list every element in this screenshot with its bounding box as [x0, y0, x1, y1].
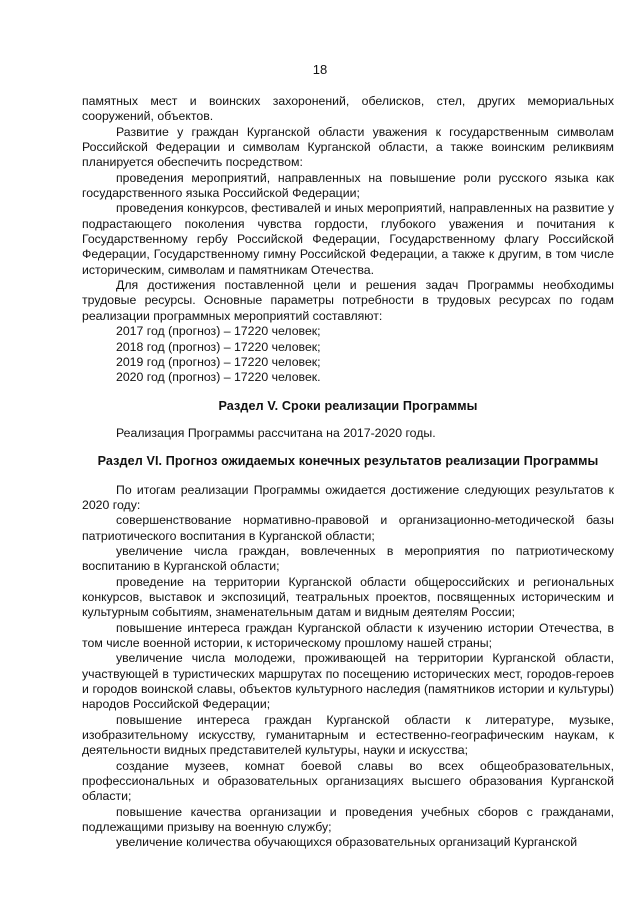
result-item: повышение интереса граждан Курганской области к изучению истории Отечества, в том числе военной истории, к историческому прошлому нашей страны; — [82, 620, 614, 650]
result-item: проведение на территории Курганской области общероссийских и региональных конкурсов, выставок и экспозиций, театральных проектов, посвященных историческим и культурным событиям, знаменательным датам и видным деятелям России; — [82, 574, 614, 620]
section-6-intro: По итогам реализации Программы ожидается достижение следующих результатов к 2020 году: — [82, 482, 614, 512]
result-item-truncated: увеличение количества обучающихся образовательных организаций Курганской — [116, 835, 578, 850]
result-item: повышение качества организации и проведения учебных сборов с гражданами, подлежащими призыву на военную службу; — [82, 804, 614, 835]
forecast-line-2017: 2017 год (прогноз) – 17220 человек; — [116, 324, 321, 339]
result-item: увеличение числа граждан, вовлеченных в мероприятия по патриотическому воспитанию в Курганской области; — [82, 543, 614, 574]
page-number: 18 — [312, 62, 328, 77]
document-body — [82, 94, 614, 851]
section-6-heading: Раздел VI. Прогноз ожидаемых конечных результатов реализации Программы — [97, 454, 599, 469]
paragraph-continuation: памятных мест и воинских захоронений, обелисков, стел, других мемориальных сооружений, объектов. — [82, 94, 614, 124]
section-5-text: Реализация Программы рассчитана на 2017-2020 годы. — [116, 425, 436, 440]
result-item: совершенствование нормативно-правовой и организационно-методической базы патриотического воспитания в Курганской области; — [82, 513, 614, 543]
paragraph-symbols-intro: Развитие у граждан Курганской области уважения к государственным символам Российской Федерации и символам Курганской области, а также воинским реликвиям планируется обеспечить посредством: — [82, 124, 614, 170]
forecast-line-2018: 2018 год (прогноз) – 17220 человек; — [116, 339, 321, 354]
paragraph-labor-resources: Для достижения поставленной цели и решения задач Программы необходимы трудовые ресурсы. Основные параметры потребности в трудовых ресурсах по годам реализации программных мероприятий составляют: — [82, 278, 614, 323]
paragraph-contests: проведения конкурсов, фестивалей и иных мероприятий, направленных на развитие у подрастающего поколения чувства гордости, глубокого уважения и почитания к Государственному гербу Российской Федерации, Государственному флагу Российской Федерации, Государственному гимну Российской Федерации, а также к другим, в том числе историческим, символам и памятникам Отечества. — [82, 201, 614, 277]
forecast-line-2019: 2019 год (прогноз) – 17220 человек; — [116, 354, 321, 369]
paragraph-russian-language: проведения мероприятий, направленных на повышение роли русского языка как государственного языка Российской Федерации; — [82, 170, 614, 201]
result-item: увеличение числа молодежи, проживающей на территории Курганской области, участвующей в туристических маршрутах по посещению исторических мест, городов-героев и городов воинской славы, объектов культурного наследия (памятников истории и культуры) народов Российской Федерации; — [82, 651, 614, 712]
section-5-heading: Раздел V. Сроки реализации Программы — [218, 398, 478, 413]
forecast-line-2020: 2020 год (прогноз) – 17220 человек. — [116, 370, 321, 385]
result-item: создание музеев, комнат боевой славы во всех общеобразовательных, профессиональных и образовательных организациях высшего образования Курганской области; — [82, 758, 614, 804]
result-item: повышение интереса граждан Курганской области к литературе, музыке, изобразительному искусству, гуманитарным и естественно-географическим наукам, к деятельности видных представителей культуры, науки и искусства; — [82, 712, 614, 758]
